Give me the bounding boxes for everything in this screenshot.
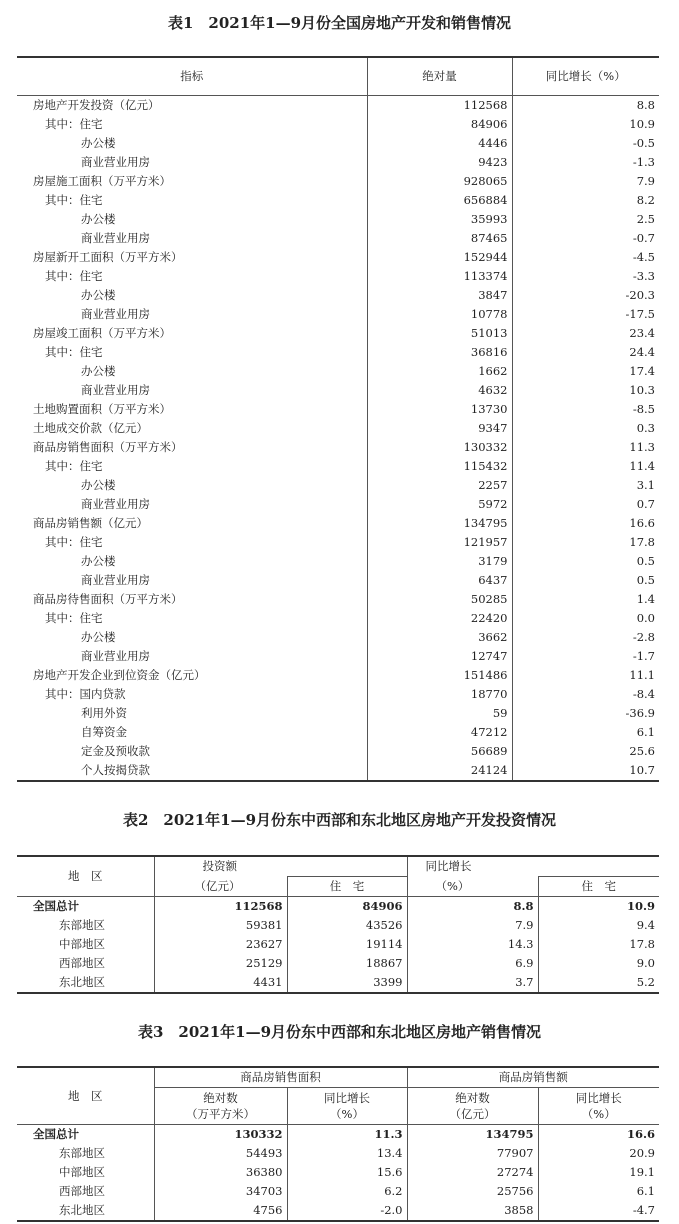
table3-cell-region: 东部地区 — [59, 1146, 105, 1160]
table1-row — [17, 704, 659, 723]
table3-header-sales: 商品房销售额 — [407, 1067, 659, 1088]
table1-cell-growth: -1.7 — [512, 647, 659, 666]
table2-body — [17, 897, 659, 994]
table3-cell-region: 中部地区 — [59, 1165, 105, 1179]
table2-cell-region: 东部地区 — [59, 918, 105, 932]
table1-cell-indicator: 商业营业用房 — [81, 383, 150, 397]
table1-cell-indicator: 其中：住宅 — [45, 269, 103, 283]
table1-header-row — [17, 57, 659, 96]
table1-header-growth: 同比增长（%） — [512, 57, 659, 96]
table1-row — [17, 609, 659, 628]
table2-row — [17, 916, 659, 935]
table1-cell-growth: 3.1 — [512, 476, 659, 495]
table1-cell-value: 3847 — [367, 286, 512, 305]
table1-cell-growth: 10.9 — [512, 115, 659, 134]
table1-cell-growth: 0.3 — [512, 419, 659, 438]
table1-row — [17, 134, 659, 153]
table3-header-sales-abs — [407, 1088, 538, 1125]
table1-cell-indicator: 房屋竣工面积（万平方米） — [33, 326, 171, 340]
table1-cell-indicator: 自筹资金 — [81, 725, 127, 739]
table1-cell-growth: 25.6 — [512, 742, 659, 761]
table1-cell-indicator: 办公楼 — [81, 478, 116, 492]
table1-cell-indicator: 土地成交价款（亿元） — [33, 421, 148, 435]
table3-sales-growth-label: 同比增长 — [575, 1091, 622, 1105]
table2-cell-housing: 19114 — [287, 935, 407, 954]
table1-cell-value: 50285 — [367, 590, 512, 609]
table1 — [17, 56, 659, 782]
table1-cell-value: 113374 — [367, 267, 512, 286]
table1-cell-growth: -8.5 — [512, 400, 659, 419]
table3-sales-abs-label: 绝对数 — [455, 1091, 490, 1105]
table2-cell-region: 中部地区 — [59, 937, 105, 951]
table1-cell-value: 84906 — [367, 115, 512, 134]
table1-cell-growth: -0.7 — [512, 229, 659, 248]
table1-cell-indicator: 商品房待售面积（万平方米） — [33, 592, 183, 606]
table1-cell-growth: -4.5 — [512, 248, 659, 267]
table1-row — [17, 514, 659, 533]
table1-row — [17, 191, 659, 210]
table1-row — [17, 571, 659, 590]
table3-cell-region: 全国总计 — [17, 1125, 154, 1145]
table3-cell-area-growth: -2.0 — [287, 1201, 407, 1221]
table3-cell-area: 4756 — [154, 1201, 287, 1221]
table1-cell-value: 112568 — [367, 96, 512, 116]
table3-cell-area: 36380 — [154, 1163, 287, 1182]
table1-cell-growth: 10.3 — [512, 381, 659, 400]
table3-cell-sales: 3858 — [407, 1201, 538, 1221]
table2-cell-invest: 23627 — [154, 935, 287, 954]
table2-cell-invest: 112568 — [154, 897, 287, 917]
table3-row — [17, 1182, 659, 1201]
table2-cell-housing-growth: 5.2 — [538, 973, 659, 993]
table1-cell-indicator: 其中：住宅 — [45, 535, 103, 549]
table1-cell-value: 87465 — [367, 229, 512, 248]
table2-header-growth-unit: （%） — [407, 877, 538, 897]
table1-row — [17, 229, 659, 248]
table1-row — [17, 761, 659, 781]
table1-cell-value: 47212 — [367, 723, 512, 742]
table1-cell-indicator: 房屋新开工面积（万平方米） — [33, 250, 183, 264]
table1-cell-indicator: 其中：住宅 — [45, 345, 103, 359]
table1-row — [17, 210, 659, 229]
table3-cell-area-growth: 15.6 — [287, 1163, 407, 1182]
table1-cell-value: 10778 — [367, 305, 512, 324]
table1-cell-growth: 8.8 — [512, 96, 659, 116]
table1-cell-growth: 11.3 — [512, 438, 659, 457]
table3-cell-sales-growth: 20.9 — [538, 1144, 659, 1163]
table1-cell-indicator: 个人按揭贷款 — [81, 763, 150, 777]
table1-cell-growth: 10.7 — [512, 761, 659, 781]
table1-cell-growth: 0.7 — [512, 495, 659, 514]
table2-cell-region: 东北地区 — [59, 975, 105, 989]
table2-cell-growth: 14.3 — [407, 935, 538, 954]
table1-cell-indicator: 商业营业用房 — [81, 231, 150, 245]
table1-row — [17, 552, 659, 571]
table2-title: 表2 2021年1—9月份东中西部和东北地区房地产开发投资情况 — [122, 811, 557, 829]
table1-cell-value: 152944 — [367, 248, 512, 267]
table3-cell-area: 54493 — [154, 1144, 287, 1163]
table2-header-row-1 — [17, 856, 659, 877]
table2-cell-housing-growth: 9.0 — [538, 954, 659, 973]
table1-cell-growth: 1.4 — [512, 590, 659, 609]
table1-cell-growth: -1.3 — [512, 153, 659, 172]
table1-cell-value: 130332 — [367, 438, 512, 457]
table3-cell-region: 东北地区 — [59, 1203, 105, 1217]
table1-cell-growth: 17.8 — [512, 533, 659, 552]
table1-cell-value: 3179 — [367, 552, 512, 571]
table3-area-unit: （万平方米） — [186, 1107, 255, 1121]
table2-row — [17, 935, 659, 954]
table2-cell-growth: 8.8 — [407, 897, 538, 917]
table1-row — [17, 305, 659, 324]
table2-header-invest-unit: （亿元） — [154, 877, 287, 897]
table2-header-housing: 住 宅 — [287, 877, 407, 897]
table2-cell-growth: 6.9 — [407, 954, 538, 973]
table1-row — [17, 96, 659, 116]
table1-cell-indicator: 房屋施工面积（万平方米） — [33, 174, 171, 188]
table3-cell-sales-growth: -4.7 — [538, 1201, 659, 1221]
table1-row — [17, 590, 659, 609]
table2-cell-housing: 43526 — [287, 916, 407, 935]
table2-row — [17, 954, 659, 973]
table3-area-growth-label: 同比增长 — [324, 1091, 370, 1105]
table3-cell-area-growth: 11.3 — [287, 1125, 407, 1145]
table1-cell-indicator: 商品房销售面积（万平方米） — [33, 440, 183, 454]
table1-row — [17, 666, 659, 685]
table3-cell-sales: 77907 — [407, 1144, 538, 1163]
table2-cell-housing-growth: 9.4 — [538, 916, 659, 935]
table3-cell-sales: 25756 — [407, 1182, 538, 1201]
table1-row — [17, 476, 659, 495]
table1-cell-value: 4446 — [367, 134, 512, 153]
table3 — [17, 1066, 659, 1222]
table1-cell-value: 656884 — [367, 191, 512, 210]
table3-header-region: 地 区 — [68, 1088, 103, 1103]
table3-title: 表3 2021年1—9月份东中西部和东北地区房地产销售情况 — [137, 1023, 542, 1041]
table1-cell-indicator: 其中：住宅 — [45, 459, 103, 473]
table1-cell-indicator: 办公楼 — [81, 136, 116, 150]
table3-header-area-abs — [154, 1088, 287, 1125]
table1-cell-indicator: 定金及预收款 — [81, 744, 150, 758]
table1-cell-indicator: 办公楼 — [81, 630, 116, 644]
table1-row — [17, 438, 659, 457]
table1-cell-indicator: 商品房销售额（亿元） — [33, 516, 148, 530]
table1-cell-value: 35993 — [367, 210, 512, 229]
table2-cell-housing: 3399 — [287, 973, 407, 993]
table1-cell-value: 134795 — [367, 514, 512, 533]
table1-cell-value: 3662 — [367, 628, 512, 647]
table3-sales-growth-unit: （%） — [581, 1107, 616, 1121]
table2-header-region: 地 区 — [68, 869, 103, 883]
table1-row — [17, 172, 659, 191]
table1-row — [17, 495, 659, 514]
table2-cell-growth: 3.7 — [407, 973, 538, 993]
table1-cell-growth: 11.1 — [512, 666, 659, 685]
table2-cell-housing-growth: 17.8 — [538, 935, 659, 954]
table1-cell-value: 12747 — [367, 647, 512, 666]
table1-cell-indicator: 商业营业用房 — [81, 307, 150, 321]
table1-cell-value: 36816 — [367, 343, 512, 362]
table1-row — [17, 628, 659, 647]
table2-cell-housing-growth: 10.9 — [538, 897, 659, 917]
table1-cell-value: 5972 — [367, 495, 512, 514]
table1-cell-indicator: 其中：住宅 — [45, 611, 103, 625]
table1-cell-growth: -8.4 — [512, 685, 659, 704]
table1-cell-indicator: 商业营业用房 — [81, 573, 150, 587]
table3-row — [17, 1125, 659, 1145]
table3-cell-area: 130332 — [154, 1125, 287, 1145]
table1-cell-value: 13730 — [367, 400, 512, 419]
table1-cell-indicator: 土地购置面积（万平方米） — [33, 402, 171, 416]
table1-cell-growth: -36.9 — [512, 704, 659, 723]
table2-header-housing-growth: 住 宅 — [538, 877, 659, 897]
table1-body — [17, 96, 659, 782]
table3-cell-sales-growth: 19.1 — [538, 1163, 659, 1182]
table1-row — [17, 267, 659, 286]
table3-row — [17, 1163, 659, 1182]
table2 — [17, 855, 659, 994]
table2-row — [17, 973, 659, 993]
table1-cell-growth: 23.4 — [512, 324, 659, 343]
table3-area-growth-unit: （%） — [330, 1107, 364, 1121]
table1-row — [17, 324, 659, 343]
table1-cell-growth: 0.5 — [512, 571, 659, 590]
table1-cell-indicator: 商业营业用房 — [81, 649, 150, 663]
table1-cell-indicator: 其中：住宅 — [45, 117, 103, 131]
table1-cell-value: 9347 — [367, 419, 512, 438]
table1-cell-growth: 17.4 — [512, 362, 659, 381]
table1-row — [17, 533, 659, 552]
table1-cell-growth: 24.4 — [512, 343, 659, 362]
table1-cell-value: 56689 — [367, 742, 512, 761]
table2-header-growth: 同比增长 — [407, 856, 538, 877]
table1-cell-value: 18770 — [367, 685, 512, 704]
table1-cell-growth: -3.3 — [512, 267, 659, 286]
table3-cell-sales-growth: 6.1 — [538, 1182, 659, 1201]
table1-cell-growth: -2.8 — [512, 628, 659, 647]
table2-cell-housing: 84906 — [287, 897, 407, 917]
table3-header-area-growth — [287, 1088, 407, 1125]
table1-cell-indicator: 其中：国内贷款 — [45, 687, 126, 701]
table3-cell-sales: 134795 — [407, 1125, 538, 1145]
table1-header-value: 绝对量 — [367, 57, 512, 96]
table1-row — [17, 362, 659, 381]
table1-cell-value: 59 — [367, 704, 512, 723]
table1-cell-indicator: 商业营业用房 — [81, 155, 150, 169]
table3-cell-area-growth: 6.2 — [287, 1182, 407, 1201]
table1-row — [17, 742, 659, 761]
table1-cell-growth: 0.0 — [512, 609, 659, 628]
table3-row — [17, 1201, 659, 1221]
table1-cell-value: 928065 — [367, 172, 512, 191]
table3-cell-sales: 27274 — [407, 1163, 538, 1182]
table1-cell-value: 9423 — [367, 153, 512, 172]
table3-header-area: 商品房销售面积 — [154, 1067, 407, 1088]
table1-cell-indicator: 办公楼 — [81, 288, 116, 302]
table3-cell-region: 西部地区 — [59, 1184, 105, 1198]
table1-cell-indicator: 房地产开发企业到位资金（亿元） — [33, 668, 206, 682]
table3-header-sales-growth — [538, 1088, 659, 1125]
table1-cell-growth: 16.6 — [512, 514, 659, 533]
table2-header-invest: 投资额 — [154, 856, 287, 877]
table1-header-indicator: 指标 — [17, 57, 367, 96]
table3-cell-area-growth: 13.4 — [287, 1144, 407, 1163]
table1-cell-growth: 2.5 — [512, 210, 659, 229]
table2-cell-invest: 25129 — [154, 954, 287, 973]
table1-cell-value: 24124 — [367, 761, 512, 781]
table3-sales-unit: （亿元） — [449, 1107, 496, 1121]
table1-row — [17, 343, 659, 362]
table1-cell-indicator: 商业营业用房 — [81, 497, 150, 511]
table1-cell-indicator: 房地产开发投资（亿元） — [33, 98, 160, 112]
table2-row — [17, 897, 659, 917]
table1-row — [17, 723, 659, 742]
table1-cell-value: 2257 — [367, 476, 512, 495]
table1-cell-value: 4632 — [367, 381, 512, 400]
table3-body — [17, 1125, 659, 1222]
table3-header-row-1 — [17, 1067, 659, 1088]
table3-cell-sales-growth: 16.6 — [538, 1125, 659, 1145]
table2-cell-invest: 4431 — [154, 973, 287, 993]
table1-cell-growth: -0.5 — [512, 134, 659, 153]
table1-title: 表1 2021年1—9月份全国房地产开发和销售情况 — [167, 14, 512, 32]
table1-row — [17, 685, 659, 704]
table1-cell-growth: 0.5 — [512, 552, 659, 571]
table1-cell-growth: 8.2 — [512, 191, 659, 210]
table1-cell-indicator: 办公楼 — [81, 554, 116, 568]
table3-row — [17, 1144, 659, 1163]
table1-row — [17, 115, 659, 134]
table1-cell-value: 51013 — [367, 324, 512, 343]
table1-cell-value: 115432 — [367, 457, 512, 476]
table1-cell-value: 151486 — [367, 666, 512, 685]
table3-area-abs-label: 绝对数 — [203, 1091, 238, 1105]
table1-cell-growth: 11.4 — [512, 457, 659, 476]
table1-cell-growth: -17.5 — [512, 305, 659, 324]
table1-cell-indicator: 其中：住宅 — [45, 193, 103, 207]
table1-row — [17, 248, 659, 267]
table1-cell-indicator: 利用外资 — [81, 706, 127, 720]
table2-cell-invest: 59381 — [154, 916, 287, 935]
table2-cell-housing: 18867 — [287, 954, 407, 973]
table1-cell-value: 6437 — [367, 571, 512, 590]
table2-cell-growth: 7.9 — [407, 916, 538, 935]
table1-row — [17, 647, 659, 666]
table1-cell-indicator: 办公楼 — [81, 212, 116, 226]
table1-row — [17, 400, 659, 419]
table1-cell-growth: 7.9 — [512, 172, 659, 191]
table1-row — [17, 457, 659, 476]
table1-row — [17, 419, 659, 438]
table3-cell-area: 34703 — [154, 1182, 287, 1201]
table1-cell-growth: 6.1 — [512, 723, 659, 742]
table2-cell-region: 西部地区 — [59, 956, 105, 970]
table1-cell-indicator: 办公楼 — [81, 364, 116, 378]
table2-cell-region: 全国总计 — [17, 897, 154, 917]
table1-row — [17, 286, 659, 305]
table1-row — [17, 153, 659, 172]
table1-cell-value: 22420 — [367, 609, 512, 628]
table1-cell-value: 121957 — [367, 533, 512, 552]
table1-row — [17, 381, 659, 400]
table1-cell-value: 1662 — [367, 362, 512, 381]
table1-cell-growth: -20.3 — [512, 286, 659, 305]
